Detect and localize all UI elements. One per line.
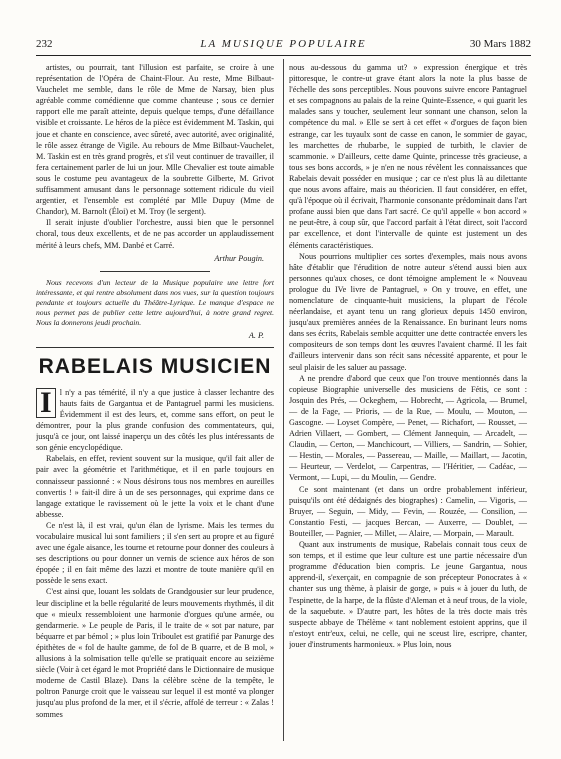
article-title: RABELAIS MUSICIEN <box>38 354 272 378</box>
article-paragraph: A ne prendre d'abord que ceux que l'on trouve mentionnés dans la copieuse Biographie universelle des musiciens de Fétis, ce sont : Josquin des Prés, — Ockeghem, — Hobrecht, — Agricola, — Brumel, — de la Fage, — Prioris, — de la Rue, — Moulu, — Mouton, — Gascogne. — Loyset Compère, — Penet, — Richafort, — Rousset, — Adrien Villaert, — Gombert, — Clément Jannequin, — Arcadelt, — Claudin, — Certon, — Manchicourt, — Villiers, — Sandrin, — Sohier, — Hestin, — Morales, — Passereau, — Maille, — Maillart, — Jacotin, — Heurteur, — Verdelot, — Carpentras, — l'Héritier, — Cadéac, — Vermont, — Lupi, — du Moulin, — Gendre. <box>289 373 527 483</box>
review-closing: Il serait injuste d'oublier l'orchestre, aussi bien que le personnel choral, tous deux excellents, et de ne pas accorder un applaudissement mérité à leurs chefs, MM. Danbé et Carré. <box>36 218 274 250</box>
editor-note: Nous recevons d'un lecteur de la Musique populaire une lettre fort intéressante, et qui rentre absolument dans nos vues, sur la question toujours pendante et toujours actuelle du Théâtre-Lyrique. Le manque d'espace ne nous permet pas de publier cette lettre aujourd'hui, à notre grand regret. Nous la donnerons jeudi prochain. <box>36 277 274 327</box>
article-paragraph: Quant aux instruments de musique, Rabelais connait tous ceux de son temps, et il estime que leur culture est une partie nécessaire d'un programme d'éducation bien compris. Le jeune Gargantua, nous apprend-il, s'exerçait, en compagnie de son précepteur Ponocrates à « chanter sus ung thème, à plaisir de gorge, » puis « à jouer du luth, de l'espinette, de la harpe, de la flûste d'Aleman et à neuf trous, de la viole, de la saquebute. » D'autre part, les hôtes de la très docte mais très suspecte abbaye de Thélème « tant noblement estoient apprins, que il n'estoyt entr'eux, celui, ne celle, qui ne sceust lire, escripre, chanter, jouer d'instruments harmonieux. » Plus loin, nous <box>289 540 527 649</box>
article-paragraph: nous au-dessous du gamma ut? » expression énergique et très pittoresque, le contre-ut grave étant alors la note la plus basse de l'échelle des sons perceptibles. Nous pouvons suivre encore Pantagruel et ses compagnons au palais de la reine Quinte-Essence, « qui guarit les malades sans y toucher, seulement leur sonnant une chanson, selon la compétence du mal. » Elle se sert à cet effet « d'orgues de façon bien estrange, car les tuyaulx sont de casse en canon, le sommier de gayac, les marchettes de rhubarbe, le suppied de turbith, le clavier de scammonie. » D'ailleurs, cette dame Quinte, princesse très gracieuse, a tous ses bons accords, » je n'en ne nous révèlent les connaissances que Rabelais devait posséder en musique ; car ce n'est plus là au dilettante que nous avons affaire, mais au théoricien. Il faut considérer, en effet, qu'à l'époque où il écrivait, l'harmonie consonante prédominait dans l'art profane aussi bien que dans l'art sacré. Ce qu'il appelle « bon accord » ne peut-être, à coup sûr, que l'accord parfait à l'état direct, soit l'accord par excellence, et dont l'intervalle de quinte est justement un des éléments caractéristiques. <box>289 63 527 250</box>
column-divider <box>283 59 284 741</box>
issue-date: 30 Mars 1882 <box>469 38 531 50</box>
right-column <box>289 62 527 742</box>
journal-title: LA MUSIQUE POPULAIRE <box>200 38 367 50</box>
left-column <box>36 62 274 742</box>
article-paragraph: C'est ainsi que, louant les soldats de Grandgousier sur leur prudence, leur discipline et la belle régularité de leurs mouvements rhythmés, il dit que « mieulx ressembloient une harmonie d'orgues qu'une armée, ou gendarmerie. » Le peuple de Paris, il le traite de « sot par nature, par béquarre et par bémol ; » plus loin Triboulet est gratifié par Panurge des épithètes de « fol de haulte gamme, de fol de B quarre, et de B mol, » allusions à la solmisation telle qu'elle se pratiquait encore au seizième siècle (Voir à cet égard le mot Propriété dans le Dictionnaire de musique moderne de Castil Blaze). Dans la célèbre scène de la tempête, le poltron Panurge croit que le vaisseau sur lequel il est monté va plonger jusqu'au plus profond de la mer, et il s'écrie, affolé de terreur : « Zalas ! sommes <box>36 587 274 719</box>
drop-cap: I <box>36 388 56 418</box>
review-signature: Arthur Pougin. <box>214 253 264 263</box>
note-signature: A. P. <box>248 330 264 340</box>
article-paragraph: Ce n'est là, il est vrai, qu'un élan de lyrisme. Mais les termes du vocabulaire musical lui sont familiers ; il s'en sert au propre et au figuré avec une égale aisance, les tourne et retourne pour donner des couleurs à ses descriptions ou pour donner un vernis de science aux héros de son épopée ; il en fait même des lazzi et montre de toute manière qu'il en possède le sens exact. <box>36 520 274 586</box>
article-paragraph: I l n'y a pas témérité, il n'y a que justice à classer lechantre des hauts faits de Gargantua et de Pantagruel parmi les musiciens. Évidemment il est des leurs, et, comme sans effort, on peut le démontrer, pour la plus grande confusion des commentateurs, qui, jusqu'à ce jour, ont laissé inaperçu un des côtés les plus intéressants de son génie encyclopédique. <box>36 385 274 453</box>
article-paragraph: Rabelais, en effet, revient souvent sur la musique, qu'il fait aller de pair avec la géométrie et l'arithmétique, et il en parle toujours en connaisseur passionné : « Nous désirons tous nos membres en aureilles convertis ! » fait-il dire à un de ses personnages, qui exprime dans ce langage extatique le ravissement où le jette la voix et le chant d'une abbesse. <box>36 454 274 519</box>
header-rule <box>36 55 531 56</box>
separator <box>100 271 210 272</box>
running-header <box>36 38 531 52</box>
article-paragraph: Nous pourrions multiplier ces sortes d'exemples, mais nous avons hâte d'établir que l'érudition de notre auteur s'étend aussi bien aux personnes qu'aux choses, ce dont témoigne amplement le « Nouveau prologue du IVe livre de Pantagruel, » On y trouve, en effet, une nomenclature de cinquante-huit musiciens, la plupart de l'école néerlandaise, et ayant tenu un rang glorieux depuis 1450 environ, jusqu'aux premières années de la Renaissance. En burinant leurs noms dans ses écrits, Rabelais semble acquitter une dette contractée envers les compositeurs de son temps dont les œuvres l'avaient charmé. Il les fait d'ailleurs intervenir dans son récit sans nécessité apparente, et pour le seul plaisir de les saluer au passage. <box>289 251 527 372</box>
article-paragraph: Ce sont maintenant (et dans un ordre probablement inférieur, puisqu'ils ont été dédaignés des biographes) : Camelin, — Vigoris, — Bruyer, — Seguin, — Midy, — Fevin, — Rouzée, — Consilion, — Constantio Festi, — jacques Bercan, — Auxerre, — Doublet, — Bouteiller, — Pagnier, — Millet, — Alaire, — Morpain, — Marault. <box>289 484 527 538</box>
page-number: 232 <box>36 38 53 50</box>
separator <box>36 347 274 348</box>
review-text: artistes, ou pourrait, tant l'illusion est parfaite, se croire à une représentation de l'Opéra de Chaint-Flour. Au reste, Mme Bilbaut-Vauchelet me semble, dans le rôle de Mme de Narsay, bien plus agréable comme comédienne que comme chanteuse ; sous ce dernier rapport elle me paraît atteinte, depuis quelque temps, d'une défaillance visible et croissante. Le héros de la pièce est évidemment M. Taskin, qui joue et chante en conscience, avec sûreté, avec autorité, avec originalité, le rôle assez étrange de Vigile. Au rebours de Mme Bilbaut-Vauchelet, M. Taskin est en très grand progrès, et s'il veut continuer de travailler, il fera certainement parler de lui un jour. Mlle Chevalier est toute aimable sous le costume peu avantageux de la soubrette Gilberte, M. Grivot suffisamment amusant dans le personnage sottement ridicule du vieil argentier, et l'ensemble est complété par Mlle Dupuy (Mme de Chandor), M. Barnolt (Éloi) et M. Troy (le sergent). <box>36 63 274 217</box>
